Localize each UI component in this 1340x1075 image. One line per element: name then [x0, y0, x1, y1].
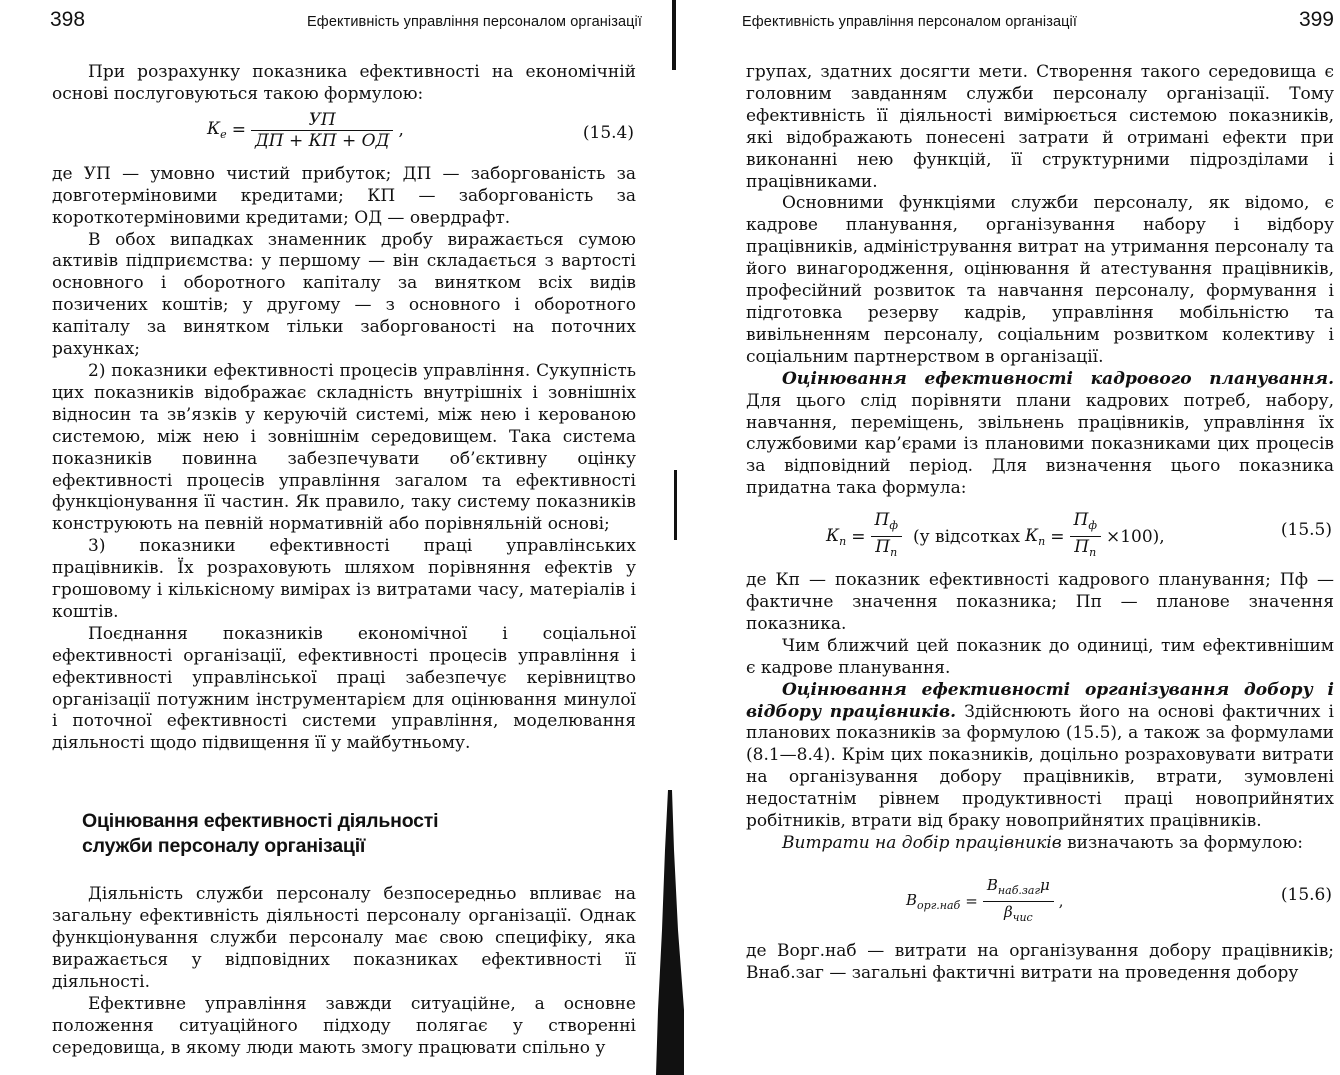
formula-15-6: $В_{орг.наб}$ = $\frac{В_{наб.заг}\mu}{\beta_{чис}}$ , (15.6) [906, 875, 1332, 924]
right-page [690, 0, 1340, 1075]
formula-number: (15.5) [1280, 520, 1332, 541]
gutter-line-top [672, 0, 676, 70]
formula-number: (15.6) [1280, 884, 1332, 905]
paragraph: Чим ближчий цей показник до одиниці, тим ефективнішим є кадрове планування. [746, 635, 1334, 678]
paragraph: Поєднання показників економічної і соціальної ефективності організації, ефективності процесів управління і ефективності управлінської праці забезпечує керівництво організації потужним інструментарієм для оцінювання минулої і поточної ефективності системи управління, моделювання діяльності щодо підвищення її у майбутньому. [52, 623, 636, 754]
running-title-right: Ефективність управління персоналом організації [742, 14, 1077, 30]
left-page [0, 0, 660, 1075]
formula-15-4: $К_е$ = $\frac{УП}{ДП + КП + ОД}$ , (15.4) [207, 109, 634, 151]
section-heading-line-2: служби персоналу організації [82, 835, 366, 858]
paragraph: Витрати на добір працівників визначають за формулою: [782, 833, 1303, 853]
left-running-head [50, 8, 646, 38]
right-running-head [742, 8, 1338, 38]
running-title-left: Ефективність управління персоналом організації [307, 14, 642, 30]
paragraph: групах, здатних досягти мети. Створення такого середовища є головним завданням служби персоналу організації. Тому ефективність її діяльності вимірюється системою показників, які відображають понесені затрати й отримані ефекти при виконанні нею функцій, її структурними підрозділами і працівниками. [746, 62, 1334, 192]
formula-number: (15.4) [582, 122, 634, 143]
formula-lhs: К [207, 119, 221, 140]
paragraph: де Ворг.наб — витрати на організування добору працівників; Внаб.заг — загальні фактичні витрати на проведення добору [746, 940, 1334, 983]
run-in-heading: Оцінювання ефективності організування добору і відбору працівників. [746, 679, 1334, 722]
paragraph: Ефективне управління завжди ситуаційне, а основне положення ситуаційного підходу полягає у створенні середовища, в якому люди мають змогу працювати спільно у [52, 993, 636, 1058]
formula-denominator: ДП + КП + ОД [254, 130, 390, 151]
right-body-text [746, 62, 1334, 985]
run-in-heading: Оцінювання ефективності кадрового планування. [782, 368, 1334, 389]
left-body-text [52, 62, 636, 1060]
paragraph: 2) показники ефективності процесів управління. Сукупність цих показників відображає складність внутрішніх і зовнішніх відносин та зв’язків у керуючій системі, між нею і керованою системою, між нею і зовнішнім середовищем. Така система показників повинна забезпечувати об’єктивну оцінку ефективності процесів управління загалом та ефективності функціонування її частин. Як правило, таку систему показників конструюють на певній нормативній або порівняльній основі; [52, 360, 636, 535]
paragraph: В обох випадках знаменник дробу виражається сумою активів підприємства: у першому — він складається з вартості основного і оборотного капіталу за винятком всіх видів позичених коштів; у другому — з основного і оборотного капіталу за винятком тільки заборгованості на поточних рахунках; [52, 229, 636, 360]
paragraph: Оцінювання ефективності організування добору і відбору працівників. Здійснюють його на основі фактичних і планових показників за формулою (15.5), а також за формулами (8.1—8.4). Крім цих показників, доцільно розраховувати витрати на організування добору працівників, втрати, зумовлені недостатнім рівнем продуктивності праці новоприйнятих робітників, втрати від браку новоприйнятих працівників. [746, 679, 1334, 832]
paragraph: При розрахунку показника ефективності на економічній основі послуговуються такою формулою: [52, 62, 636, 104]
page-number-right: 399 [1298, 8, 1334, 31]
page-number-left: 398 [50, 8, 86, 31]
spine-shadow [656, 790, 684, 1075]
formula-numerator: УП [251, 110, 394, 131]
formula-15-5: $К_п$ = $\frac{П_ф}{П_п}$ (у відсотках $К_п$ = $\frac{П_ф}{П_п}$ ×100), (15.5) [826, 510, 1332, 560]
paragraph: де УП — умовно чистий прибуток; ДП — заборгованість за довготерміновими кредитами; КП — заборгованість за короткотерміновими кредитами; ОД — овердрафт. [52, 163, 636, 228]
paragraph: Основними функціями служби персоналу, як відомо, є кадрове планування, організування набору і відбору працівників, адміністрування витрат на утримання персоналу та його винагородження, оцінювання й атестування працівників, професійний розвиток та навчання персоналу, формування і підготовка резерву кадрів, управління мобільністю та вивільненням персоналу, соціальним розвитком колективу і соціальним партнерством в організації. [746, 193, 1334, 367]
formula-fraction [251, 110, 394, 151]
gutter-line-middle [674, 470, 677, 540]
paragraph: Оцінювання ефективності кадрового планування. Для цього слід порівняти плани кадрових потреб, набору, навчання, переміщень, звільнень працівників, управління їх службовими кар’єрами із плановими показниками цих процесів за відповідний період. Для визначення цього показника придатна така формула: [746, 368, 1334, 499]
formula-lhs-sub: е [220, 128, 227, 142]
run-in-italic: Витрати на добір працівників [782, 833, 1062, 853]
paragraph: 3) показники ефективності праці управлінських працівників. Їх розраховують шляхом порівняння ефектів у грошовому і кількісному вимірах із витратами часу, матеріалів і коштів. [52, 536, 636, 622]
paragraph: Діяльність служби персоналу безпосередньо впливає на загальну ефективність діяльності персоналу організації. Однак функціонування служби персоналу має свою специфіку, яка виражається у відповідних показниках ефективності її діяльності. [52, 884, 636, 992]
paragraph: де Кп — показник ефективності кадрового планування; Пф — фактичне значення показника; Пп — планове значення показника. [746, 570, 1334, 634]
section-heading-line-1: Оцінювання ефективності діяльності [82, 810, 439, 833]
section-heading [82, 809, 636, 859]
